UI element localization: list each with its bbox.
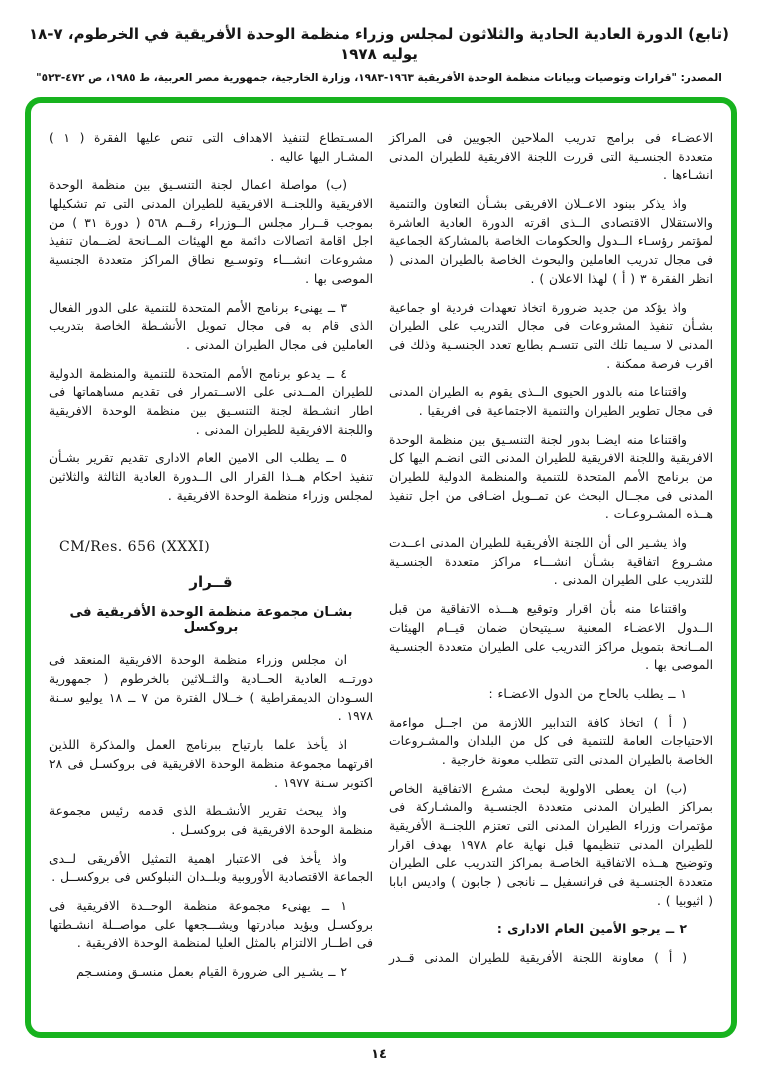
body-paragraph: ١ ــ يهنىء مجموعة منظمة الوحــدة الافريقية فى بروكسـل ويؤيد مبادرتها ويشـــجعها على مواصــلة انشـطتها فى اطــار الالتزام بالمثل العليا لمنظمة الوحدة الافريقية . (49, 898, 373, 951)
body-paragraph: واقتناعا منه بأن اقرار وتوقيع هـــذه الاتفاقية من قبل الــدول الاعضـاء المعنية سـيتيحان ضمان قيــام الهيئات المــانحة بتمويل مراكز التدريب على الطيران متعددة الجنسـية الموصى بها . (389, 602, 713, 673)
body-paragraph: واقتناعا منه ايضـا بدور لجنة التنسـيق بين منظمة الوحدة الافريقية واللجنة الافريقية للطيران المدنى التى انضـم اليها كل من برنامج الأمم المتحدة للتنمية والمنظمة الدولية للطيران المدنى فى مجــال البحث عن تمــويل اضـافى من اجل تنفيذ هــذه المشـروعـات . (389, 432, 713, 522)
body-paragraph: واذ يبحث تقرير الأنشـطة الذى قدمه رئيس مجموعة منظمة الوحدة الافريقية فى بروكسـل . (49, 804, 373, 837)
decision-heading: قــرار (189, 573, 233, 592)
page-number: ١٤ (371, 1047, 387, 1062)
body-paragraph: واقتناعا منه بالدور الحيوى الــذى يقوم به الطيران المدنى فى مجال تطوير الطيران والتنمية الاجتماعية فى افريقيا . (389, 385, 713, 418)
body-paragraph: ٤ ــ يدعو برنامج الأمم المتحدة للتنمية والمنظمة الدولية للطيران المــدنى على الاســتمرار فى تقديم مساهماتها فى اطار انشـطة لجنة التنسـيق بين منظمة الوحدة الافريقية واللجنة الافريقية للطيران المدنى . (49, 366, 373, 437)
clause-request-states: ١ ــ يطلب بالحاح من الدول الاعضـاء : (488, 686, 687, 701)
body-paragraph: ( أ ) اتخاذ كافة التدابير اللازمة من اجــل مواءمة الاحتياجات العامة للتنمية فى كل من البلدان والمشـروعات الخاصة بالطيران المدنى التى تتطلب معونة خارجية . (389, 715, 713, 767)
decision-subject: بشـان مجموعة منظمة الوحدة الأفريقية فى بروكسل (69, 605, 353, 636)
header-source-line: المصدر: "قرارات وتوصيات وبيانات منظمة الوحدة الأفريقية ١٩٦٣-١٩٨٣، وزارة الخارجية، جمهورية مصر العربية، ط ١٩٨٥، ص ٤٧٢-٥٢٣" (36, 71, 722, 84)
body-paragraph: ٥ ــ يطلب الى الامين العام الادارى تقديم تقرير بشـأن تنفيذ احكام هــذا القرار الى الــدورة العادية الثالثة والثلاثين لمجلس وزراء منظمة الوحدة الافريقية . (49, 451, 373, 503)
body-paragraph: المسـتطاع لتنفيذ الاهداف التى تنص عليها الفقرة ( ١ ) المشـار اليها عاليه . (49, 131, 373, 164)
body-paragraph: (ب) ان يعطى الاولوية لبحث مشرع الاتفاقية الخاص بمراكز الطيران المدنى متعددة الجنسـية والمشـاركة فى مؤتمرات وزراء الطيران المدنى التى تعتزم اللجنــة الأفريقية للطيران المدنى تنظيمها قبل نهاية عام ١٩٧٨ بهدف اقرار وتوضيح هــذه الاتفاقية الخاصـة بمراكز التدريب على الطيران متعددة الجنسـية فى فرانسفيل ــ نانجى ( جابون ) واديس ابابا ( اثيوبيا ) . (389, 781, 714, 908)
column-right (389, 129, 713, 1032)
clause-secretary-general-heading: ٢ ــ يرجو الأمين العام الادارى : (496, 922, 687, 937)
body-paragraph: واذ يشـير الى أن اللجنة الأفريقية للطيران المدنى اعــدت مشـروع اتفاقية بشـأن انشـــاء مراكز متعددة الجنسـية للتدريب على الطيران المدنى . (389, 536, 713, 588)
body-paragraph: ان مجلس وزراء منظمة الوحدة الافريقية المنعقد فى دورتــه العادية الحــادية والثــلاثين بالخرطوم ( جمهورية السـودان الديمقراطية ) خــلال الفترة من ٧ ــ ١٨ يوليو سـنة ١٩٧٨ . (49, 653, 373, 724)
body-paragraph: واذ يذكر ببنود الاعــلان الافريقى بشـأن التعاون والتنمية والاستقلال الاقتصادى الــذى اقرته الدورة العادية العاشرة لمؤتمر رؤسـاء الــدول والحكومات الخاصة بالمشاركة الجماعية فى مجال تدريب العاملين والبحوث الخاصة بالطيران المدنى ( انظر الفقرة ٣ ( أ ) لهذا الاعلان ) . (389, 197, 713, 286)
body-paragraph: (ب) مواصلة اعمال لجنة التنسـيق بين منظمة الوحدة الافريقية واللجنــة الافريقية للطيران المدنى التى تم تشكيلها بموجب قــرار مجلس الــوزراء رقــم ٥٦٨ ( دورة ٣١ ) من اجل اقامة اتصالات دائمة مع الهيئات المــانحة لضــمان تنفيذ مشروعات انشـــاء وتوسـيع نطاق المراكز متعددة الجنسية الموصى بها . (49, 178, 373, 286)
resolution-reference: CM/Res. 656 (XXXI) (59, 539, 211, 556)
page-header (0, 24, 758, 84)
header-session-title: (تابع) الدورة العادية الحادية والثلاثون لمجلس وزراء منظمة الوحدة الأفريقية في الخرطوم، ٧-١٨ يوليه ١٩٧٨ (28, 25, 730, 64)
body-paragraph: ٣ ــ يهنىء برنامج الأمم المتحدة للتنمية على الدور الفعال الذى قام به فى مجال تمويل الأنشـطة الخاصة بتدريب العاملين فى مجال الطيران المدنى . (49, 300, 373, 352)
column-left (49, 129, 373, 1032)
body-paragraph: الاعضـاء فى برامج تدريب الملاحين الجويين فى المراكز متعددة الجنسـية التى قررت اللجنة الافريقية للطيران المدنى انشـاءها . (389, 131, 713, 183)
body-paragraph: اذ يأخذ علما بارتياح ببرنامج العمل والمذكرة اللذين اقرتهما مجموعة منظمة الوحدة الافريقية فى بروكسـل فى ٢٨ اكتوبر سـنة ١٩٧٧ . (49, 738, 373, 790)
green-border-frame (25, 97, 737, 1038)
body-paragraph: ( أ ) معاونة اللجنة الأفريقية للطيران المدنى قــدر (389, 951, 687, 966)
two-column-layout (31, 103, 731, 1032)
body-paragraph: ٢ ــ يشـير الى ضرورة القيام بعمل منسـق ومنسـجم (76, 965, 347, 979)
body-paragraph: واذ يؤكد من جديد ضرورة اتخاذ تعهدات فردية او جماعية بشـأن تنفيذ المشروعات فى مجال التدريب على الطيران المدنى لا سـيما تلك التى تتسـم بطابع تعدد الجنسـية وذلك فى اقرب فرصة ممكنة . (389, 300, 713, 371)
body-paragraph: واذ يأخذ فى الاعتبار اهمية التمثيل الأفريقى لــدى الجماعة الاقتصادية الأوروبية وبلــدان النبلوكس فى بروكســل . (49, 851, 373, 885)
